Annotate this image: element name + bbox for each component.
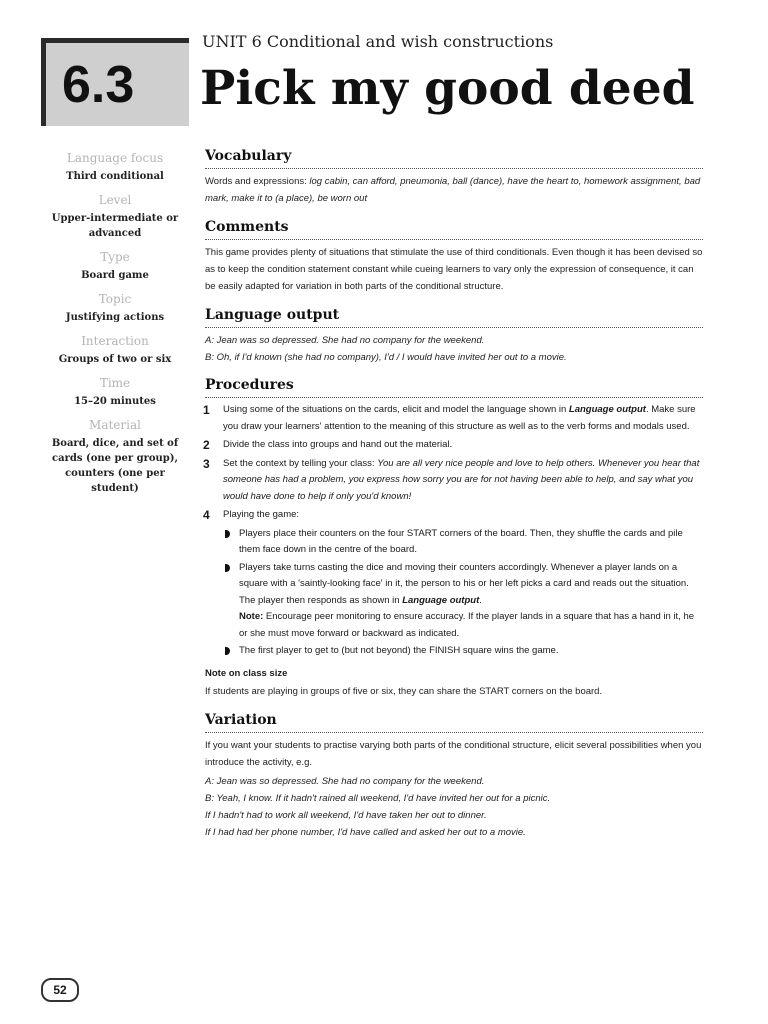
procedure-step-1 [205,402,703,435]
main-content [205,146,703,850]
step-number: 1 [203,403,210,417]
step-text: . Make sure you draw your learners' attention to the meaning of this structure as well as to the verb forms and modals used. [223,404,696,432]
bullet-text: Players place their counters on the four START corners of the board. Then, they shuffle the cards and pile them face down in the centre of the board. [239,527,683,555]
variation-line-c: If I hadn't had to work all weekend, I'd have taken her out to dinner. [205,809,487,821]
step-number: 3 [203,456,210,471]
unit-number: 6.3 [62,56,135,114]
procedure-bullet-1 [205,526,703,559]
note-text: Encourage peer monitoring to ensure accuracy. If the player lands in a square that has a hand in it, he or she must move forward or backward as indicated. [239,611,695,639]
step-number: 4 [203,508,210,522]
variation-heading: Variation [205,710,703,733]
sidebar-value-type: Board game [81,270,149,281]
sidebar-value-time: 15–20 minutes [74,396,156,407]
language-output-line-b: B: Oh, if I'd known (she had no company), I'd / I would have invited her out to a movie. [205,352,567,363]
page-title: Pick my good deed [200,61,695,116]
procedures-list [205,402,703,660]
class-size-text: If students are playing in groups of five or six, they can share the START corners on the board. [205,685,603,697]
procedure-step-3 [205,456,703,506]
sidebar-value-level: Upper-intermediate or advanced [51,213,179,239]
sidebar-value-language-focus: Third conditional [66,171,164,182]
bullet-icon [225,530,230,538]
vocabulary-heading: Vocabulary [205,146,703,169]
variation-line-a: A: Jean was so depressed. She had no company for the weekend. [205,775,485,787]
variation-dialogue [205,773,703,841]
vocabulary-text [205,173,703,207]
step-emphasis: You are all very nice people and love to help others. Whenever you hear that someone has had a problem, you express how sorry you are for not having been able to help, and say what you would have done to help if only you'd known! [223,457,700,502]
sidebar-label-type: Type [100,250,130,264]
sidebar-label-level: Level [98,193,132,207]
note-label: Note: [239,611,264,622]
step-number: 2 [203,438,210,452]
bullet-icon [225,564,230,572]
sidebar-label-language-focus: Language focus [66,151,164,165]
bullet-icon [225,647,230,655]
sidebar [40,150,190,504]
step-text: Playing the game: [223,509,300,520]
step-text: Divide the class into groups and hand out the material. [223,439,453,450]
language-output-line-a: A: Jean was so depressed. She had no company for the weekend. [205,335,485,346]
sidebar-label-interaction: Interaction [81,334,149,348]
vocabulary-lead: Words and expressions: [205,176,310,187]
procedure-step-4 [205,507,703,524]
procedure-bullet-2 [205,560,703,643]
step-text: Set the context by telling your class: [223,457,378,469]
page-number: 52 [41,978,79,1002]
comments-text: This game provides plenty of situations that stimulate the use of third conditionals. Even though it has been devised so as to keep the condition statement constant while cueing learners to vary only the expression of consequence, it can be easily adapted for variation in both parts of the conditional structure. [205,247,703,292]
variation-line-b: B: Yeah, I know. If it hadn't rained all weekend, I'd have invited her out for a picnic. [205,792,551,804]
language-output-dialogue [205,332,703,366]
sidebar-label-time: Time [99,376,131,390]
sidebar-value-topic: Justifying actions [65,312,165,323]
language-output-heading: Language output [205,305,703,328]
unit-number-box [41,38,189,126]
bullet-emphasis: Language output [402,594,480,606]
sidebar-label-topic: Topic [98,292,132,306]
vocabulary-words: log cabin, can afford, pneumonia, ball (dance), have the heart to, homework assignment, bad mark, make it to (a place), be worn out [205,176,701,204]
bullet-text: Players take turns casting the dice and moving their counters accordingly. Whenever a player lands on a square with a 'saintly-looking face' in it, the person to his or her left picks a card and reads out the situation. The player then responds as shown in [239,561,689,606]
comments-heading: Comments [205,217,703,240]
procedures-heading: Procedures [205,375,703,398]
bullet-text: . [479,594,482,606]
sidebar-label-material: Material [89,418,141,432]
procedure-bullet-3 [205,643,703,660]
unit-line: UNIT 6 Conditional and wish constructions [202,32,554,51]
bullet-text: The first player to get to (but not beyond) the FINISH square wins the game. [239,645,559,656]
sidebar-value-material: Board, dice, and set of cards (one per group), counters (one per student) [51,438,179,494]
step-text: Using some of the situations on the cards, elicit and model the language shown in [223,404,569,415]
procedure-step-2 [205,437,703,454]
class-size-heading: Note on class size [205,667,288,679]
step-emphasis: Language output [568,404,646,415]
variation-line-d: If I had had her phone number, I'd have called and asked her out to a movie. [205,826,526,838]
sidebar-value-interaction: Groups of two or six [58,354,172,365]
variation-text: If you want your students to practise varying both parts of the conditional structure, elicit several possibilities when you introduce the activity, e.g. [205,739,702,768]
